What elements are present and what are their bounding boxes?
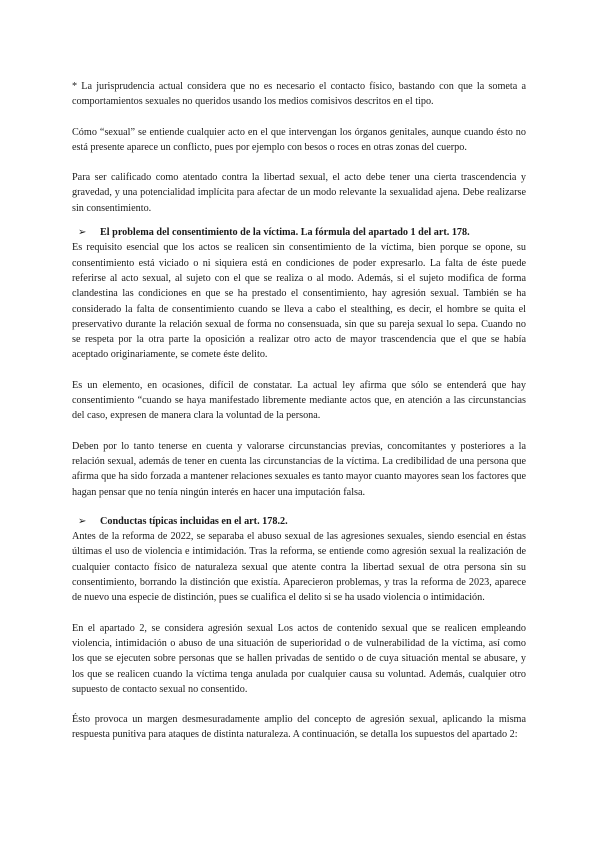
paragraph-sexual-definition: Cómo “sexual” se entiende cualquier acto en el que intervengan los órganos genitales, aunque cuando ésto no está presente aparece un conflicto, pues por ejemplo con besos o roces en otras zonas del cuerpo. — [72, 126, 526, 153]
document-page — [72, 79, 526, 743]
arrow-bullet-icon: ➢ — [78, 515, 87, 527]
section-heading-consent-text: El problema del consentimiento de la víctima. La fórmula del apartado 1 del art. 178. — [100, 227, 470, 239]
paragraph-reform: Antes de la reforma de 2022, se separaba el abuso sexual de las agresiones sexuales, siendo esencial en éstas últimas el uso de violencia e intimidación. Tras la reforma, se entiende como agresión sexual la realización de cualquier contacto físico de naturaleza sexual que atente contra la libertad sexual de otra persona sin su consentimiento, borrando la distinción que existía. Aparecieron problemas, y tras la reforma de 2023, aparece de nuevo una especie de distinción, pues se cualifica el delito si se ha usado violencia o intimidación. — [72, 531, 526, 604]
paragraph-margin: Ésto provoca un margen desmesuradamente amplio del concepto de agresión sexual, aplicando la misma respuesta punitiva para ataques de distinta naturaleza. A continuación, se detalla los supuestos del apartado 2: — [72, 714, 526, 741]
section-heading-conduct-text: Conductas típicas incluidas en el art. 178.2. — [100, 515, 288, 527]
section-heading-conduct — [72, 514, 526, 529]
paragraph-consent-law: Es un elemento, en ocasiones, difícil de constatar. La actual ley afirma que sólo se entenderá que hay consentimiento “cuando se haya manifestado libremente mediante actos que, en atención a las circunstancias del caso, expresen de manera clara la voluntad de la persona. — [72, 379, 526, 422]
paragraph-section-2: En el apartado 2, se considera agresión sexual Los actos de contenido sexual que se realicen empleando violencia, intimidación o abuso de una situación de superioridad o de vulnerabilidad de la víctima, así como los que se ejecuten sobre personas que se hallen privadas de sentido o de cuya situación mental se abusare, y los que se realicen cuando la víctima tenga anulada por cualquier causa su voluntad. Además, cualquier otro supuesto de contacto sexual no consentido. — [72, 622, 526, 695]
paragraph-jurisprudence: * La jurisprudencia actual considera que no es necesario el contacto físico, bastando con que la someta a comportamientos sexuales no queridos usando los medios comisivos descritos en el tipo. — [72, 81, 526, 108]
section-heading-consent — [72, 225, 526, 240]
paragraph-consent-requirement: Es requisito esencial que los actos se realicen sin consentimiento de la víctima, bien porque se opone, su consentimiento está viciado o ni siquiera está en condiciones de poder expresarlo. La falta de éste puede referirse al acto sexual, al sujeto con el que se realiza o al modo. Además, si el sujeto modifica de forma clandestina las condiciones en que se ha prestado el consentimiento, hay agresión sexual. También se ha considerado la falta de consentimiento cuando se lleva a cabo el stealthing, es decir, el hombre se quita el preservativo durante la relación sexual de forma no consensuada, sin que su pareja sexual lo sepa. Cuando no se respeta por la otra parte la oposición a realizar otro acto de mayor trascendencia que el que se había aceptado originariamente, se comete éste delito. — [72, 242, 526, 361]
paragraph-qualification: Para ser calificado como atentado contra la libertad sexual, el acto debe tener una cierta trascendencia y gravedad, y una potencialidad implícita para afectar de un modo relevante la sexualidad ajena. Debe realizarse sin consentimiento. — [72, 172, 526, 214]
arrow-bullet-icon: ➢ — [78, 227, 87, 239]
paragraph-circumstances: Deben por lo tanto tenerse en cuenta y valorarse circunstancias previas, concomitantes y posteriores a la relación sexual, además de tener en cuenta las circunstancias de la víctima. La credibilidad de una persona que afirma que ha sido forzada a mantener relaciones sexuales es tanto mayor cuanto mayores sean los factores que hagan pensar que no tenía ningún interés en hacer una imputación falsa. — [72, 440, 526, 498]
